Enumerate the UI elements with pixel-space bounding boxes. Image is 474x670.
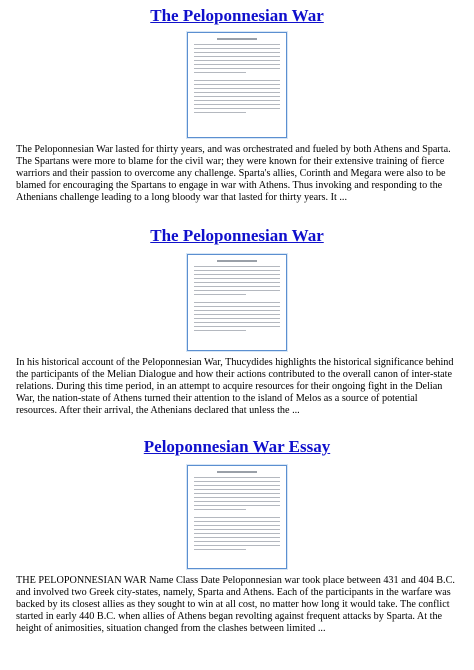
essay-excerpt-3: THE PELOPONNESIAN WAR Name Class Date Peloponnesian war took place between 431 and 404 B.C. and involved two Greek city-states, namely, Sparta and Athens. Each of the participants in the warfare was backed by its closest allies as they sought to win at all cost, no matter how long it would take. The conflict started in early 440 B.C. when allies of Athens began revolting against frequent attacks by Sparta. At the height of animosities, situation changed from the clashes between limited ... <box>16 575 455 634</box>
essay-page-thumbnail-2[interactable] <box>187 254 287 351</box>
essay-section-3 <box>0 437 474 635</box>
essay-title-link-3[interactable]: Peloponnesian War Essay <box>143 437 331 456</box>
essay-page-thumbnail-3[interactable] <box>187 465 287 569</box>
essay-excerpt-2: In his historical account of the Peloponnesian War, Thucydides highlights the historical significance behind the participants of the Melian Dialogue and how their actions contributed to the overall canon of inter-state relations. During this time period, in an attempt to acquire resources for their ongoing fight in the Delian War, the nation-state of Athens turned their attention to the island of Melos as a source of potential resources. After their arrival, the Athenians declared that unless the ... <box>16 357 454 416</box>
essay-excerpt-1: The Peloponnesian War lasted for thirty years, and was orchestrated and fueled by both Athens and Sparta. The Spartans were more to blame for the civil war; they were known for their extensive training of fierce warriors and their passion to overcome any challenge. Sparta's allies, Corinth and Megara were also to be blamed for encouraging the Spartans to engage in war with Athens. Thus invoking and responding to the Athenians challenge leading to a long bloody war that lasted for thirty years. It ... <box>16 144 451 203</box>
essay-title-link-1[interactable]: The Peloponnesian War <box>150 6 324 25</box>
essay-title-link-2[interactable]: The Peloponnesian War <box>150 226 324 245</box>
essay-section-1 <box>0 6 474 204</box>
essay-page-thumbnail-1[interactable] <box>187 32 287 138</box>
essay-section-2 <box>0 226 474 417</box>
